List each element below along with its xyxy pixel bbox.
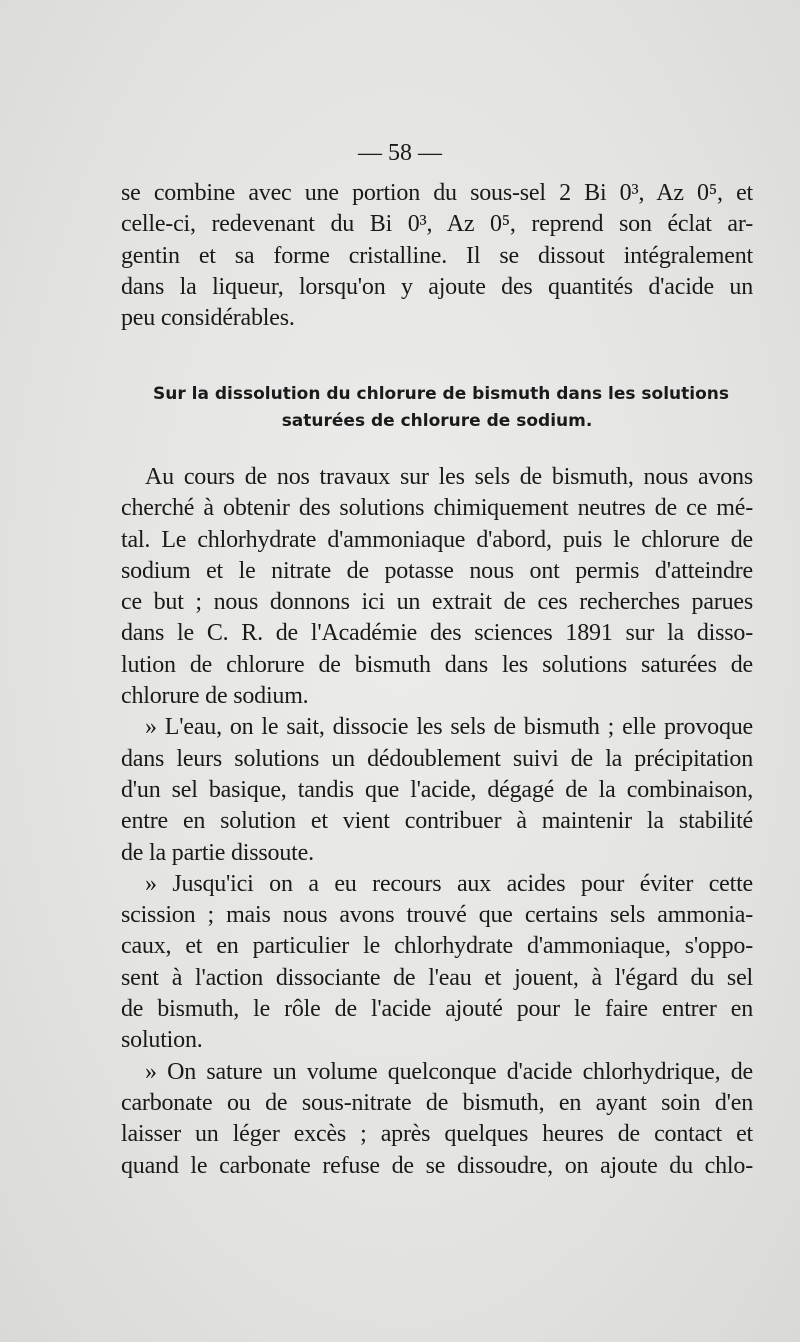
body-text xyxy=(121,462,753,1182)
text-line: dans le C. R. de l'Académie des sciences 1891 sur la disso- xyxy=(121,620,753,647)
text-line: » L'eau, on le sait, dissocie les sels de bismuth ; elle provoque xyxy=(145,714,753,741)
text-line: se combine avec une portion du sous-sel 2 Bi 0³, Az 0⁵, et xyxy=(121,180,753,206)
intro-paragraph xyxy=(121,178,753,334)
text-line: caux, et en particulier le chlorhydrate d'ammoniaque, s'oppo- xyxy=(121,933,753,960)
text-line: tal. Le chlorhydrate d'ammoniaque d'abord, puis le chlorure de xyxy=(121,526,753,553)
text-line: Au cours de nos travaux sur les sels de bismuth, nous avons xyxy=(145,464,753,490)
text-line: ce but ; nous donnons ici un extrait de ces recherches parues xyxy=(121,589,753,616)
section-heading xyxy=(121,381,753,435)
text-line: scission ; mais nous avons trouvé que certains sels ammonia- xyxy=(121,902,753,929)
text-line: » On sature un volume quelconque d'acide chlorhydrique, de xyxy=(145,1058,753,1085)
text-line: chlorure de sodium. xyxy=(121,683,309,710)
text-line: de la partie dissoute. xyxy=(121,839,314,866)
text-line: dans leurs solutions un dédoublement suivi de la précipitation xyxy=(121,745,753,772)
text-line: quand le carbonate refuse de se dissoudre, on ajoute du chlo- xyxy=(121,1152,753,1179)
text-line: gentin et sa forme cristalline. Il se dissout intégralement xyxy=(121,242,753,269)
text-line: sent à l'action dissociante de l'eau et jouent, à l'égard du sel xyxy=(121,964,753,991)
text-line: sodium et le nitrate de potasse nous ont permis d'atteindre xyxy=(121,557,753,584)
heading-line: saturées de chlorure de sodium. xyxy=(281,411,593,431)
text-line: solution. xyxy=(121,1027,203,1054)
text-line: laisser un léger excès ; après quelques heures de contact et xyxy=(121,1121,753,1148)
text-line: lution de chlorure de bismuth dans les solutions saturées de xyxy=(121,651,753,678)
text-line: » Jusqu'ici on a eu recours aux acides pour éviter cette xyxy=(145,870,753,897)
text-line: d'un sel basique, tandis que l'acide, dégagé de la combinaison, xyxy=(121,776,753,803)
text-line: entre en solution et vient contribuer à maintenir la stabilité xyxy=(121,808,753,835)
page-number: — 58 — xyxy=(358,140,442,166)
text-line: peu considérables. xyxy=(121,305,295,332)
text-line: cherché à obtenir des solutions chimiquement neutres de ce mé- xyxy=(121,495,753,522)
text-line: dans la liqueur, lorsqu'on y ajoute des quantités d'acide un xyxy=(121,273,753,300)
text-line: carbonate ou de sous-nitrate de bismuth, en ayant soin d'en xyxy=(121,1089,753,1116)
text-line: de bismuth, le rôle de l'acide ajouté pour le faire entrer en xyxy=(121,996,753,1023)
heading-line: Sur la dissolution du chlorure de bismuth dans les solutions xyxy=(152,384,729,404)
text-line: celle-ci, redevenant du Bi 0³, Az 0⁵, reprend son éclat ar- xyxy=(121,211,753,238)
